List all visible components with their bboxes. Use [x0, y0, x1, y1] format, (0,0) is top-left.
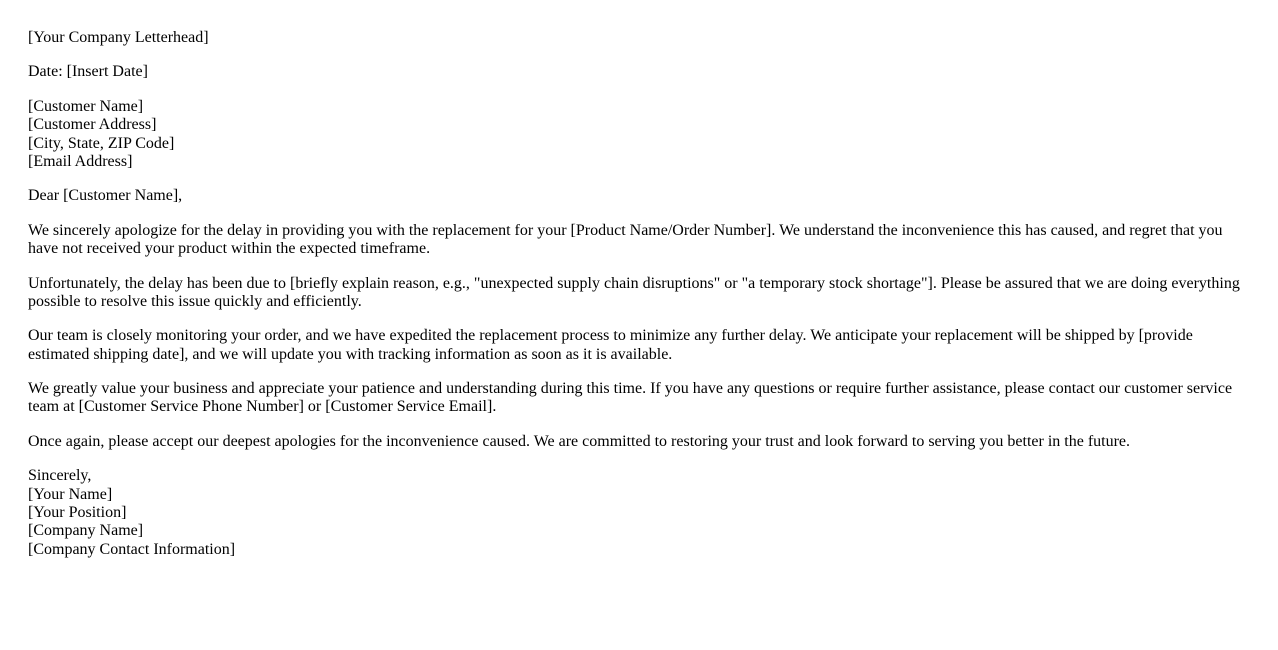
body-paragraph-apology: We sincerely apologize for the delay in providing you with the replacement for your [Product Name/Order Number]. We understand the inconvenience this has caused, and regret that you have not received your product within the expected timeframe. [28, 221, 1223, 258]
date-line: Date: [Insert Date] [28, 63, 148, 81]
closing-position-line: [Your Position] [28, 504, 127, 522]
salutation-line: Dear [Customer Name], [28, 187, 183, 205]
recipient-email-line: [Email Address] [28, 152, 133, 170]
body-paragraph-reason: Unfortunately, the delay has been due to [briefly explain reason, e.g., "unexpected supply chain disruptions" or "a temporary stock shortage"]. Please be assured that we are doing everything possible to resolve this issue quickly and efficiently. [28, 274, 1240, 310]
recipient-address-block [28, 98, 1244, 172]
closing-company-line: [Company Name] [28, 522, 144, 540]
closing-name-line: [Your Name] [28, 485, 113, 503]
letterhead-line: [Your Company Letterhead] [28, 29, 209, 46]
body-paragraph-commitment: Once again, please accept our deepest apologies for the inconvenience caused. We are committed to restoring your trust and look forward to serving you better in the future. [28, 432, 1131, 450]
body-paragraph-expedite: Our team is closely monitoring your order, and we have expedited the replacement process to minimize any further delay. We anticipate your replacement will be shipped by [provide estimated shipping date], and we will update you with tracking information as soon as it is available. [28, 327, 1193, 363]
closing-contact-line: [Company Contact Information] [28, 540, 236, 558]
recipient-city-line: [City, State, ZIP Code] [28, 134, 175, 152]
recipient-name-line: [Customer Name] [28, 97, 144, 115]
closing-signature-block [28, 467, 1244, 559]
body-paragraph-contact: We greatly value your business and appreciate your patience and understanding during this time. If you have any questions or require further assistance, please contact our customer service team at [Customer Service Phone Number] or [Customer Service Email]. [28, 380, 1233, 416]
closing-sincerely-line: Sincerely, [28, 467, 92, 485]
recipient-address-line: [Customer Address] [28, 116, 157, 134]
